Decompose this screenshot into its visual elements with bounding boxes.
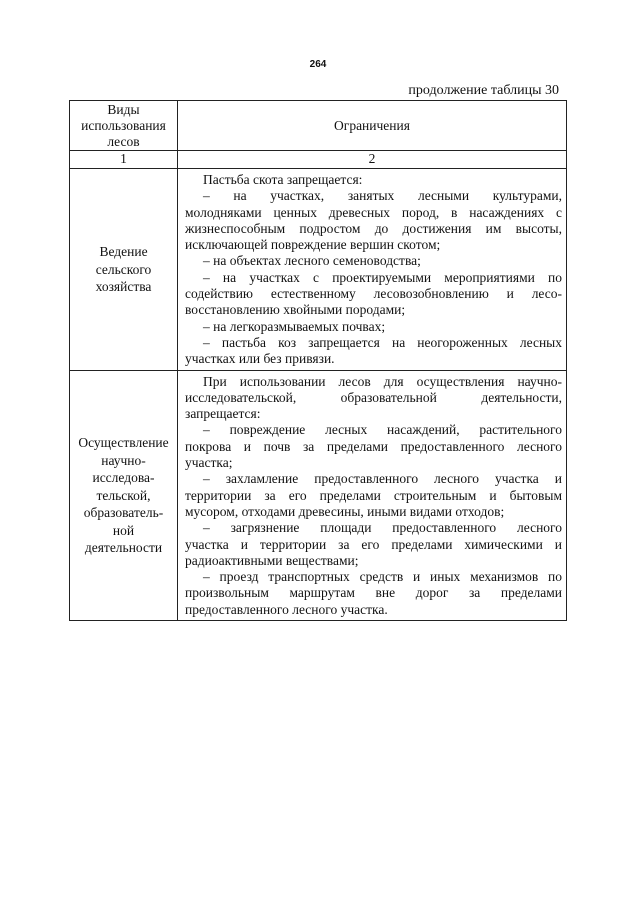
restriction-line: исключающей повреждение вершин скотом;	[185, 237, 441, 253]
restriction-line: – пастьба коз запрещается на неогороженных лесных	[203, 334, 562, 350]
header-cell-restrictions: Ограничения	[178, 101, 567, 151]
restriction-line: – на участках с проектируемыми мероприятиями по	[203, 269, 562, 285]
restriction-line: жизнеспособным подростом до достижения им высоты,	[185, 220, 562, 236]
forest-use-type-line: хозяйства	[95, 279, 152, 295]
restriction-line: – захламление предоставленного лесного участка и	[203, 471, 562, 487]
restriction-line: произвольным маршрутам вне дорог за пределами	[185, 585, 562, 601]
restriction-line: – на легкоразмываемых почвах;	[203, 318, 386, 334]
restriction-line: покрова и почв за пределами предоставленного лесного	[185, 438, 562, 454]
restrictions-cell	[178, 169, 567, 371]
restriction-line: территории за его пределами строительным и бытовым	[185, 487, 562, 503]
forest-use-type-line: тельской,	[96, 487, 151, 503]
restriction-line: предоставленного лесного участка.	[185, 601, 388, 617]
forest-use-type-cell	[70, 370, 178, 620]
restriction-line: молодняками ценных древесных пород, в насаждениях с	[185, 204, 562, 220]
forest-use-type-line: Осуществление	[78, 435, 169, 451]
header-types-line: лесов	[107, 134, 140, 149]
restriction-line: – повреждение лесных насаждений, растительного	[203, 422, 562, 438]
forest-use-type-line: научно-	[101, 452, 146, 468]
restriction-line: При использовании лесов для осуществления научно-	[203, 373, 562, 389]
column-number: 2	[178, 151, 567, 169]
header-types-line: использования	[81, 118, 166, 133]
restrictions-cell	[178, 370, 567, 620]
restriction-line: – загрязнение площади предоставленного лесного	[203, 520, 562, 536]
column-number: 1	[70, 151, 178, 169]
restriction-line: радиоактивными веществами;	[185, 552, 359, 568]
header-cell-types	[70, 101, 178, 151]
table-continuation-label: продолжение таблицы 30	[408, 83, 559, 98]
restriction-line: мусором, отходами древесины, иными видами отходов;	[185, 503, 505, 519]
column-number-row	[70, 151, 567, 169]
table-row-agriculture	[70, 169, 567, 371]
restrictions-table	[69, 100, 567, 621]
table-header-row	[70, 101, 567, 151]
forest-use-type-line: ной	[112, 522, 135, 538]
restriction-line: содействию естественному лесовозобновлению и лесо-	[185, 286, 562, 302]
forest-use-type-line: исследова-	[92, 470, 155, 486]
restriction-line: Пастьба скота запрещается:	[203, 172, 363, 187]
restriction-line: запрещается:	[185, 406, 261, 422]
forest-use-type-line: образователь-	[83, 505, 164, 521]
restriction-line: участка и территории за его пределами химическими и	[185, 536, 562, 552]
restriction-line: – проезд транспортных средств и иных механизмов по	[203, 569, 562, 585]
restriction-line: участках или без привязи.	[185, 351, 335, 367]
header-types-line: Виды	[107, 102, 140, 117]
restriction-line: исследовательской, образовательной деятельности,	[185, 389, 562, 405]
table-row-research	[70, 370, 567, 620]
restriction-line: – на объектах лесного семеноводства;	[203, 253, 421, 269]
restriction-line: восстановлению хвойными породами;	[185, 302, 406, 318]
forest-use-type-cell	[70, 169, 178, 371]
forest-use-type-line: Ведение	[99, 244, 148, 260]
page-number: 264	[309, 59, 327, 70]
restriction-line: участка;	[185, 455, 233, 471]
forest-use-type-line: деятельности	[84, 540, 163, 556]
restriction-line: – на участках, занятых лесными культурами,	[203, 188, 562, 204]
forest-use-type-line: сельского	[95, 261, 152, 277]
